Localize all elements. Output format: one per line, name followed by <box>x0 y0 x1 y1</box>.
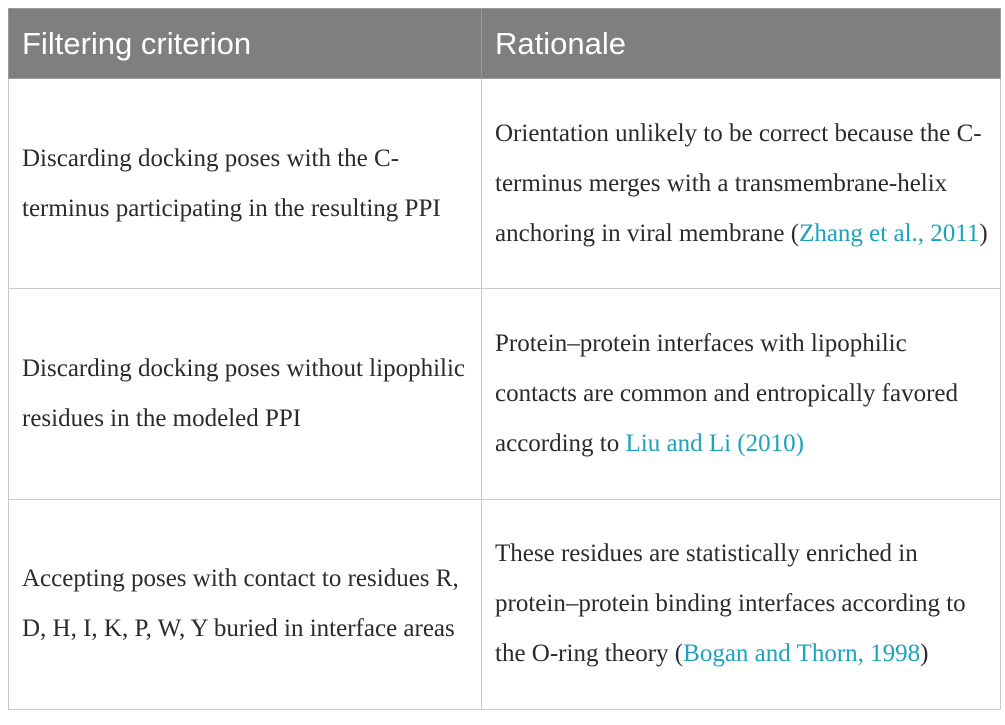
rationale-cell <box>482 499 1001 709</box>
rationale-cell <box>482 289 1001 499</box>
rationale-end: ) <box>920 640 929 668</box>
criterion-cell: Discarding docking poses without lipophilic residues in the modeled PPI <box>9 289 482 499</box>
rationale-cell <box>482 79 1001 289</box>
rationale-text: Orientation unlikely to be correct because the C-terminus merges with a transmembrane-helix anchoring in viral membrane ( <box>495 119 982 247</box>
criterion-cell: Accepting poses with contact to residues R, D, H, I, K, P, W, Y buried in interface areas <box>9 499 482 709</box>
citation-link[interactable]: Bogan and Thorn, 1998 <box>683 640 921 668</box>
table-row <box>9 499 1001 709</box>
header-filtering-criterion: Filtering criterion <box>9 9 482 79</box>
header-rationale: Rationale <box>482 9 1001 79</box>
table-row <box>9 289 1001 499</box>
filtering-criteria-table <box>8 8 1001 710</box>
criterion-cell: Discarding docking poses with the C-terminus participating in the resulting PPI <box>9 79 482 289</box>
rationale-text: These residues are statistically enriched in protein–protein binding interfaces according to the O-ring theory ( <box>495 540 966 668</box>
rationale-text: Protein–protein interfaces with lipophilic contacts are common and entropically favored according to <box>495 329 959 457</box>
citation-link[interactable]: Liu and Li (2010) <box>625 429 804 457</box>
rationale-end: ) <box>979 219 988 247</box>
table-header-row <box>9 9 1001 79</box>
table-row <box>9 79 1001 289</box>
citation-link[interactable]: Zhang et al., 2011 <box>799 219 980 247</box>
